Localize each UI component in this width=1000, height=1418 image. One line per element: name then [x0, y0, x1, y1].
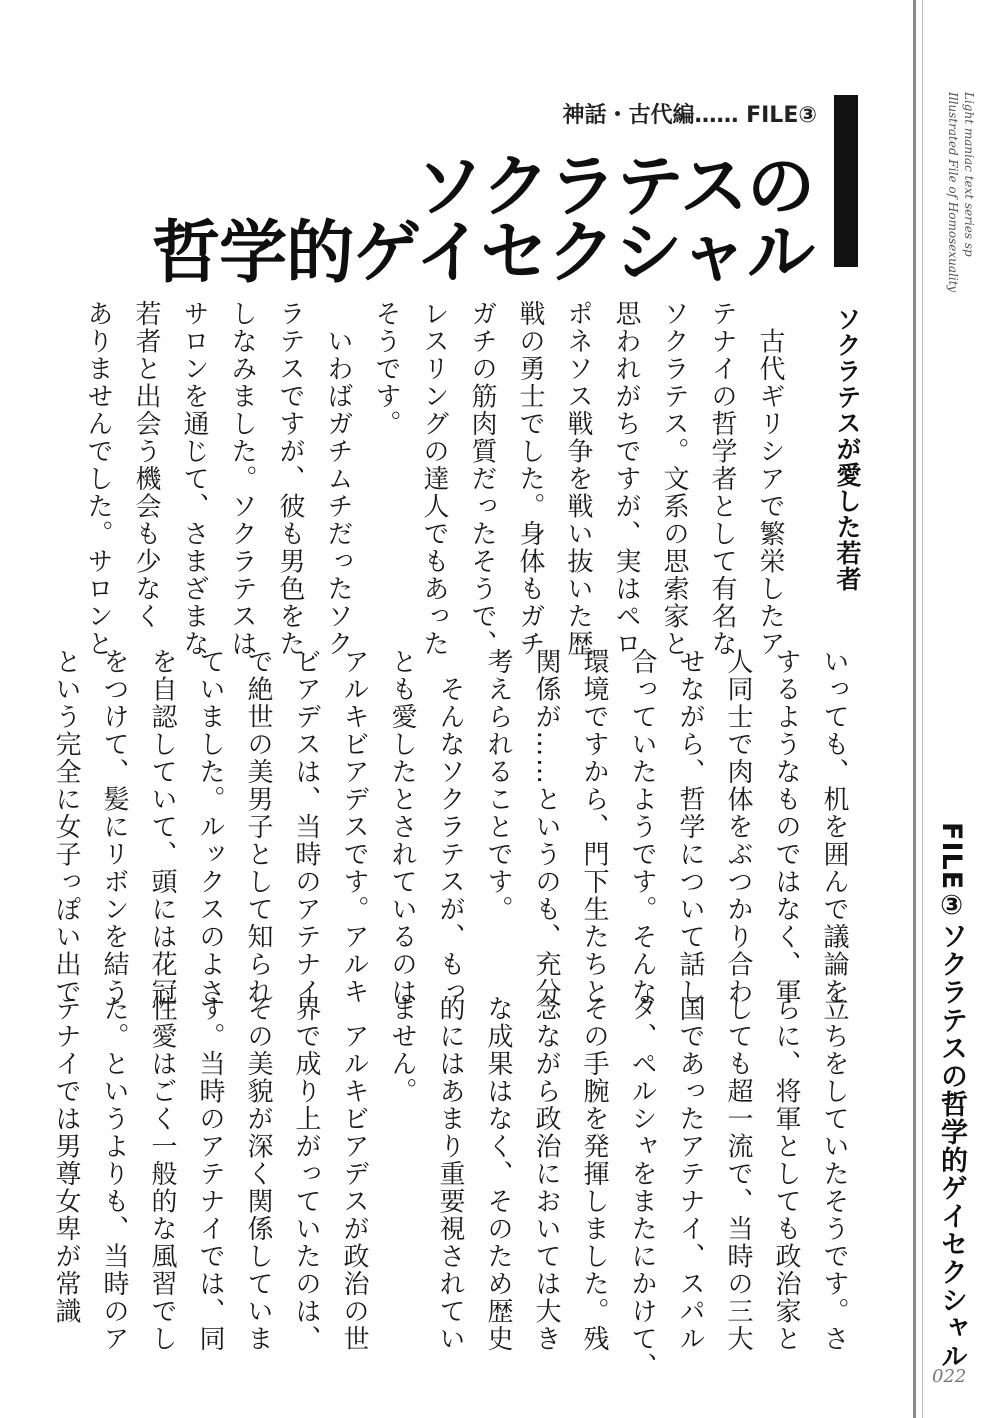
section-kicker: 神話・古代編…… FILE③	[562, 103, 817, 128]
margin-rule-thin	[922, 0, 923, 1418]
series-line-1: Light maniac text series sp	[962, 92, 976, 257]
title-accent-bar	[834, 95, 858, 267]
page-title-line-2: 哲学的ゲイセクシャル	[152, 214, 814, 293]
margin-rule	[913, 0, 916, 1418]
page-title-line-1: ソクラテスの	[415, 148, 814, 227]
page-number: 022	[932, 1366, 967, 1387]
series-line-2: Illustrated File of Homosexuality	[946, 92, 960, 293]
running-title: FILE③ソクラテスの哲学的ゲイセクシャル	[936, 822, 967, 1371]
series-caption	[945, 92, 977, 292]
body-text-block-2: いっても、机を囲んで議論を するようなものではなく、軍 人同士で肉体をぶつかり合わ せながら、哲学について話し 合っていたようです。そんな 環境ですから、門下生たちと 関係が……というのも、充分 考えられることです。 そんなソクラテスが、もっ とも愛したとされているのは アルキビアデスです。アルキ ビアデスは、当時のアテナイ で絶世の美男子として知られ ていました。ルックスのよさ を自認していて、頭には花冠 をつけて、髪にリボンを結う という完全に女子っぽい出で	[51, 648, 849, 1006]
body-text-block-1: 古代ギリシアで繁栄したア テナイの哲学者として有名な ソクラテス。文系の思索家と 思われがちですが、実はペロ ポネソス戦争を戦い抜いた歴 戦の勇士でした。身体もガチ ガチの筋肉質だったそうで、 レスリングの達人でもあった そうです。 いわばガチムチだったソク ラテスですが、彼も男色をた しなみました。ソクラテスは サロンを通じて、さまざまな 若者と出会う機会も少なく ありませんでした。サロンと	[83, 300, 785, 658]
body-text-block-3: 立ちをしていたそうです。さ らに、将軍としても政治家と しても超一流で、当時の三大 国であったアテナイ、スパル タ、ペルシャをまたにかけて、 その手腕を発揮しました。残 念ながら政治においては大き な成果はなく、そのため歴史 的にはあまり重要視されてい ません。 アルキビアデスが政治の世 界で成り上がっていたのは、 その美貌が深く関係していま す。当時のアテナイでは、同 性愛はごく一般的な風習でし た。というよりも、当時のア テナイでは男尊女卑が常識	[51, 995, 849, 1380]
subheading: ソクラテスが愛した若者	[833, 306, 862, 592]
